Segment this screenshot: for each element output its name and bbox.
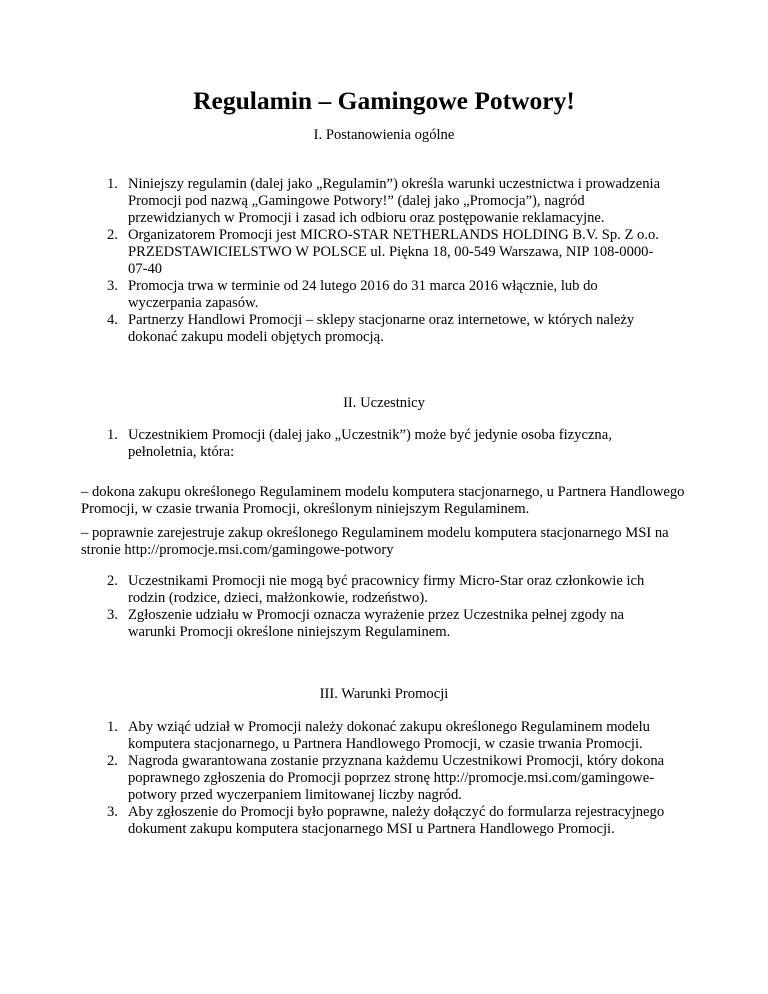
list-item: 2. Organizatorem Promocji jest MICRO-STAR NETHERLANDS HOLDING B.V. Sp. Z o.o. PRZEDSTAWICIELSTWO W POLSCE ul. Piękna 18, 00-549 Warszawa, NIP 108-0000-07-40 [107, 227, 659, 277]
list-item: 1. Aby wziąć udział w Promocji należy dokonać zakupu określonego Regulaminem modelu komputera stacjonarnego, u Partnera Handlowego Promocji, w czasie trwania Promocji. [107, 719, 650, 752]
list-item: 1. Niniejszy regulamin (dalej jako „Regulamin”) określa warunki uczestnictwa i prowadzenia Promocji pod nazwą „Gamingowe Potwory!” (dalej jako „Promocja”), nagród przewidzianych w Promocji i zasad ich odbioru oraz postępowanie reklamacyjne. [107, 176, 661, 226]
section-participants-list-a [107, 427, 668, 461]
document-title: Regulamin – Gamingowe Potwory! [193, 86, 575, 115]
section-heading-participants: II. Uczestnicy [343, 395, 425, 411]
participant-condition-paragraph: – poprawnie zarejestruje zakup określonego Regulaminem modelu komputera stacjonarnego MSI na stronie http://promocje.msi.com/gamingowe-potwory [81, 525, 669, 558]
participant-condition-paragraph: – dokona zakupu określonego Regulaminem modelu komputera stacjonarnego, u Partnera Handlowego Promocji, w czasie trwania Promocji, określonym niniejszym Regulaminem. [81, 484, 685, 517]
section-heading-general: I. Postanowienia ogólne [313, 127, 455, 143]
section-general-list [107, 176, 668, 346]
list-item: 3. Promocja trwa w terminie od 24 lutego 2016 do 31 marca 2016 włącznie, lub do wyczerpania zapasów. [107, 278, 598, 311]
list-item: 4. Partnerzy Handlowi Promocji – sklepy stacjonarne oraz internetowe, w których należy dokonać zakupu modeli objętych promocją. [107, 312, 635, 345]
list-item: 2. Nagroda gwarantowana zostanie przyznana każdemu Uczestnikowi Promocji, który dokona poprawnego zgłoszenia do Promocji poprzez stronę http://promocje.msi.com/gamingowe-potwory przed wyczerpaniem limitowanej liczby nagród. [107, 753, 665, 803]
list-item: 3. Aby zgłoszenie do Promocji było poprawne, należy dołączyć do formularza rejestracyjnego dokument zakupu komputera stacjonarnego MSI u Partnera Handlowego Promocji. [107, 804, 665, 837]
list-item: 2. Uczestnikami Promocji nie mogą być pracownicy firmy Micro-Star oraz członkowie ich rodzin (rodzice, dzieci, małżonkowie, rodzeństwo). [107, 573, 645, 606]
section-heading-conditions: III. Warunki Promocji [319, 686, 449, 702]
section-participants-list-b [107, 573, 668, 641]
section-conditions-list [107, 719, 668, 838]
list-item: 1. Uczestnikiem Promocji (dalej jako „Uczestnik”) może być jedynie osoba fizyczna, pełnoletnia, która: [107, 427, 612, 460]
list-item: 3. Zgłoszenie udziału w Promocji oznacza wyrażenie przez Uczestnika pełnej zgody na warunki Promocji określone niniejszym Regulaminem. [107, 607, 624, 640]
